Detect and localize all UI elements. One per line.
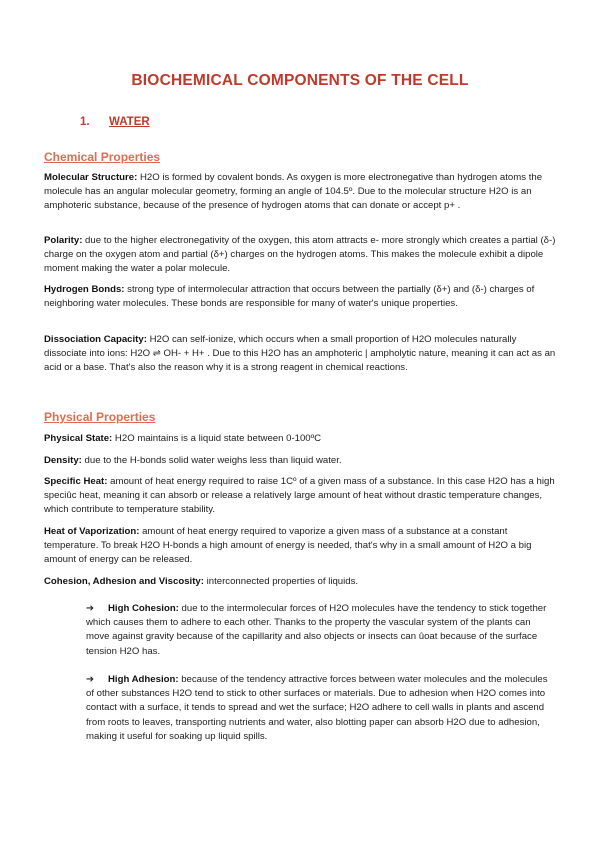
- text-polarity: due to the higher electronegativity of the oxygen, this atom attracts e- more strongly which creates a partial (δ-) charge on the oxygen atom and partial (δ+) charges on the hydrogen atoms. This makes the molecule exhibit a dipole moment making the water a polar molecule.: [44, 235, 556, 275]
- paragraph-dissociation-capacity: [44, 333, 559, 376]
- text-molecular-structure: H2O is formed by covalent bonds. As oxygen is more electronegative than hydrogen atoms the molecule has an angular molecular geometry, forming an angle of 104.5º. Due to the molecular structure H2O is an amphoteric substance, because of the presence of hydrogen atoms that can donate or accept p+ .: [44, 172, 543, 212]
- term-physical-state: Physical State:: [44, 433, 113, 444]
- text-dissociation-capacity: H2O can self-ionize, which occurs when a small proportion of H2O molecules naturally dissociate into ions: H2O ⇌ OH- + H+ . Due to this H2O has an amphoteric | ampholytic nature, meaning it can act as an acid or a base. That's also the reason why it is a strong reagent in chemical reactions.: [44, 334, 556, 374]
- term-hydrogen-bonds: Hydrogen Bonds:: [44, 284, 125, 295]
- text-high-cohesion: due to the intermolecular forces of H2O molecules have the tendency to stick together which causes them to adhere to each other. Thanks to the property the vascular system of the plants can move against gravity because of the capillarity and also objects or insects can ûoat because of the surface tension H2O has.: [86, 603, 547, 657]
- text-specific-heat: amount of heat energy required to raise 1Cº of a given mass of a substance. In this case H2O has a high speciûc heat, meaning it can absorb or release a relatively large amount of heat without drastic temperature changes, which contribute to temperature stability.: [44, 476, 555, 516]
- section-title: WATER: [109, 116, 150, 128]
- bullet-high-cohesion: [86, 602, 556, 659]
- term-cohesion-adhesion-viscosity: Cohesion, Adhesion and Viscosity:: [44, 576, 204, 587]
- paragraph-heat-of-vaporization: [44, 525, 559, 568]
- text-high-adhesion: because of the tendency attractive forces between water molecules and the molecules of other substances H2O tend to stick to other surfaces or materials. Due to adhesion when H2O comes into contact with a surface, it tends to spread and wet the surface; H2O adhere to cell walls in plants and ascend from roots to leaves, transporting nutrients and water, also blotting paper can absorb H2O due to adhesion, making it useful for soaking up liquid spills.: [86, 674, 548, 742]
- term-polarity: Polarity:: [44, 235, 83, 246]
- paragraph-molecular-structure: [44, 171, 559, 214]
- bullet-high-adhesion: [86, 673, 556, 744]
- term-molecular-structure: Molecular Structure:: [44, 172, 138, 183]
- term-heat-of-vaporization: Heat of Vaporization:: [44, 526, 140, 537]
- term-density: Density:: [44, 455, 82, 466]
- term-high-cohesion: High Cohesion:: [108, 603, 179, 614]
- physical-properties-heading: Physical Properties: [44, 410, 156, 424]
- paragraph-polarity: [44, 234, 559, 277]
- text-hydrogen-bonds: strong type of intermolecular attraction that occurs between the partially (δ+) and (δ-) charges of neighboring water molecules. These bonds are responsible for many of water's unique properties.: [44, 284, 535, 310]
- text-density: due to the H-bonds solid water weighs less than liquid water.: [81, 455, 342, 466]
- term-specific-heat: Specific Heat:: [44, 476, 108, 487]
- text-heat-of-vaporization: amount of heat energy required to vaporize a given mass of a substance at a constant temperature. To break H2O H-bonds a high amount of energy is needed, that's why in a small amount of H2O a big amount of energy can be released.: [44, 526, 532, 566]
- paragraph-specific-heat: [44, 475, 559, 518]
- arrow-right-icon: ➔: [86, 674, 95, 685]
- arrow-right-icon: ➔: [86, 603, 95, 614]
- paragraph-cohesion-adhesion-viscosity: [44, 575, 559, 589]
- chemical-properties-heading: Chemical Properties: [44, 150, 161, 164]
- paragraph-density: [44, 454, 559, 468]
- term-dissociation-capacity: Dissociation Capacity:: [44, 334, 147, 345]
- paragraph-physical-state: [44, 432, 559, 446]
- term-high-adhesion: High Adhesion:: [108, 674, 179, 685]
- section-number: 1.: [80, 116, 90, 128]
- text-physical-state: H2O maintains is a liquid state between 0-100ºC: [112, 433, 322, 444]
- text-cohesion-adhesion-viscosity: interconnected properties of liquids.: [203, 576, 359, 587]
- page-title: BIOCHEMICAL COMPONENTS OF THE CELL: [131, 72, 469, 89]
- paragraph-hydrogen-bonds: [44, 283, 559, 311]
